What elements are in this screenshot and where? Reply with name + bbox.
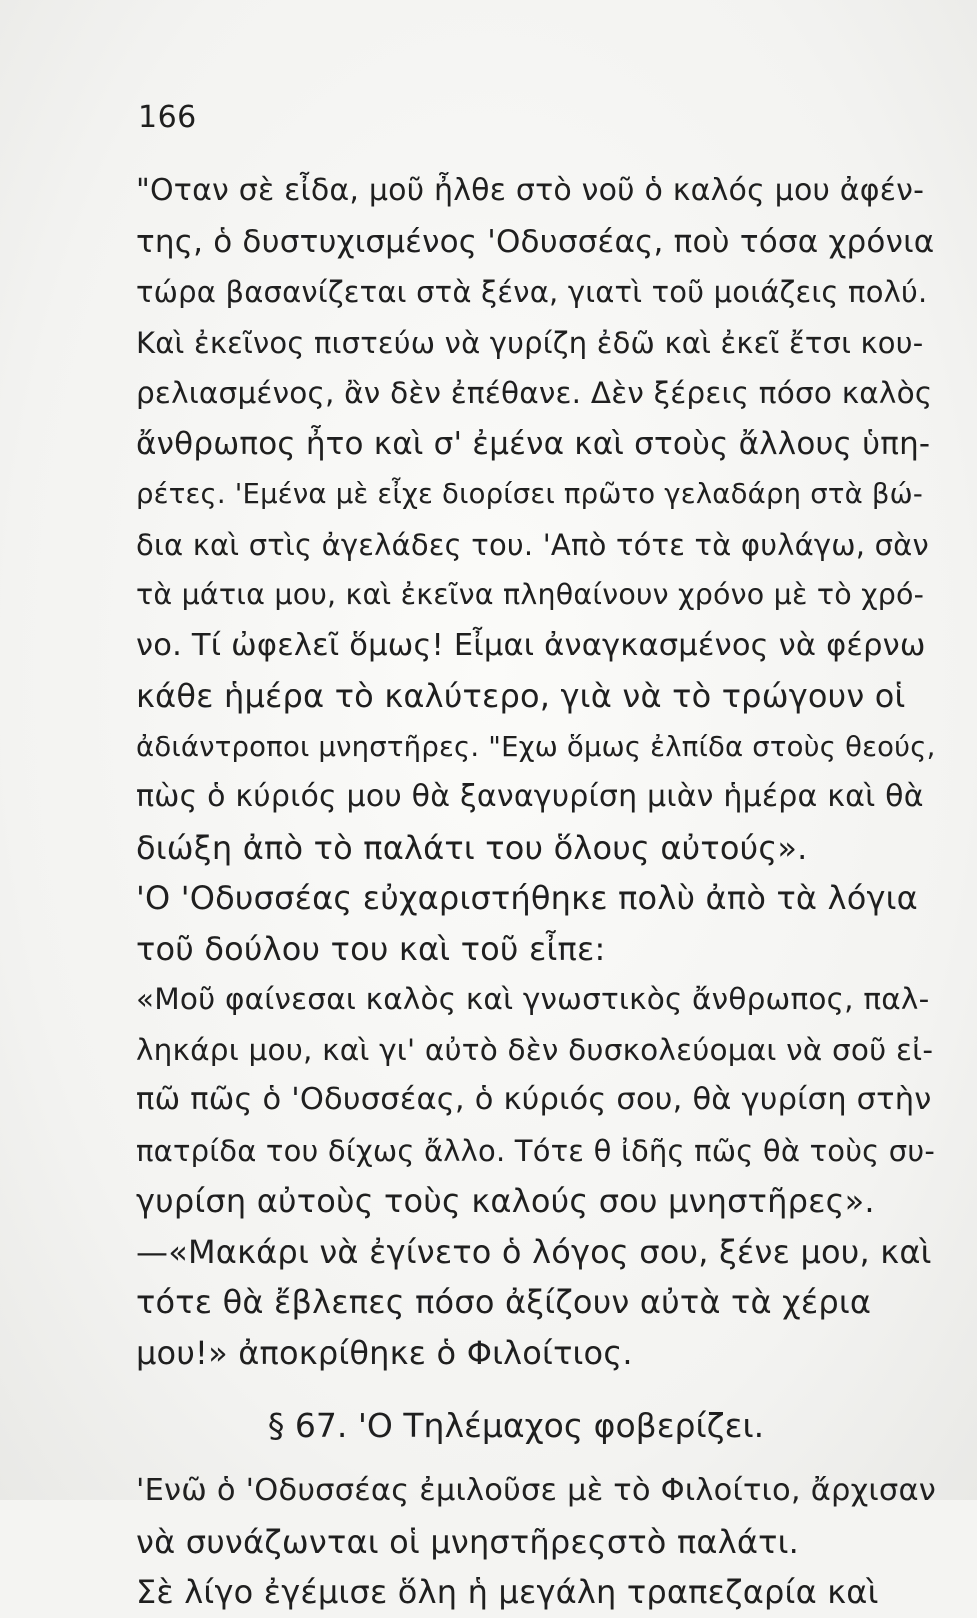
- text-line: τώρα βασανίζεται στὰ ξένα, γιατὶ τοῦ μοιάζεις πολύ.: [136, 275, 928, 309]
- text-line: δια καὶ στὶς ἀγελάδες του. 'Απὸ τότε τὰ φυλάγω, σὰν: [136, 527, 929, 562]
- text-line: γυρίση αὐτοὺς τοὺς καλούς σου μνηστῆρες».: [136, 1182, 875, 1220]
- text-line: νὰ συνάζωνται οἱ μνηστῆρεςστὸ παλάτι.: [136, 1522, 800, 1561]
- text-line: 'Ενῶ ὁ 'Οδυσσέας ἐμιλοῦσε μὲ τὸ Φιλοίτιο, ἄρχισαν: [136, 1473, 936, 1508]
- page-number: 166: [138, 100, 197, 135]
- text-line: νο. Τί ὠφελεῖ ὅμως! Εἶμαι ἀναγκασμένος νὰ φέρνω: [136, 627, 926, 663]
- text-line: ρελιασμένος, ἂν δὲν ἐπέθανε. Δὲν ξέρεις πόσο καλὸς: [136, 376, 933, 410]
- text-line: ρέτες. 'Εμένα μὲ εἶχε διορίσει πρῶτο γελαδάρη στὰ βώ-: [136, 478, 923, 510]
- body-text: [136, 166, 936, 1618]
- text-line: μου!» ἀποκρίθηκε ὁ Φιλοίτιος.: [136, 1333, 633, 1372]
- text-line: κάθε ἡμέρα τὸ καλύτερο, γιὰ νὰ τὸ τρώγουν οἱ: [136, 677, 906, 715]
- text-line: της, ὁ δυστυχισμένος 'Οδυσσέας, ποὺ τόσα χρόνια: [136, 223, 935, 260]
- text-line: Καὶ ἐκεῖνος πιστεύω νὰ γυρίζη ἐδῶ καὶ ἐκεῖ ἔτσι κου-: [136, 325, 924, 360]
- text-line: ληκάρι μου, καὶ γι' αὐτὸ δὲν δυσκολεύομαι νὰ σοῦ εἰ-: [136, 1032, 934, 1067]
- text-line: πατρίδα του δίχως ἄλλο. Τότε θ ἰδῆς πῶς θὰ τοὺς συ-: [136, 1133, 936, 1168]
- text-line: «Μοῦ φαίνεσαι καλὸς καὶ γνωστικὸς ἄνθρωπος, παλ-: [136, 982, 930, 1016]
- text-line: τοῦ δούλου του καὶ τοῦ εἶπε:: [136, 929, 606, 968]
- text-line: ἄνθρωπος ἦτο καὶ σ' ἐμένα καὶ στοὺς ἄλλους ὑπη-: [136, 425, 931, 462]
- text-line: διώξη ἀπὸ τὸ παλάτι του ὅλους αὐτούς».: [136, 828, 808, 867]
- text-line: Σὲ λίγο ἐγέμισε ὅλη ἡ μεγάλη τραπεζαρία καὶ: [136, 1573, 879, 1611]
- text-line: τότε θὰ ἔβλεπες πόσο ἀξίζουν αὐτὰ τὰ χέρια: [136, 1283, 872, 1321]
- text-line: ἀδιάντροποι μνηστῆρες. "Εχω ὅμως ἐλπίδα στοὺς θεούς,: [136, 730, 936, 763]
- text-line: 'Ο 'Οδυσσέας εὐχαριστήθηκε πολὺ ἀπὸ τὰ λόγια: [136, 879, 918, 917]
- text-line: πὼς ὁ κύριός μου θὰ ξαναγυρίση μιὰν ἡμέρα καὶ θὰ: [136, 779, 924, 814]
- text-line: —«Μακάρι νὰ ἐγίνετο ὁ λόγος σου, ξένε μου, καὶ: [136, 1232, 932, 1271]
- text-line: "Οταν σὲ εἶδα, μοῦ ἦλθε στὸ νοῦ ὁ καλός μου ἀφέν-: [136, 173, 925, 208]
- section-heading: § 67. 'Ο Τηλέμαχος φοβερίζει.: [267, 1406, 765, 1445]
- text-line: πῶ πῶς ὁ 'Οδυσσέας, ὁ κύριός σου, θὰ γυρίση στὴν: [136, 1082, 932, 1117]
- text-line: τὰ μάτια μου, καὶ ἐκεῖνα πληθαίνουν χρόνο μὲ τὸ χρό-: [136, 578, 925, 611]
